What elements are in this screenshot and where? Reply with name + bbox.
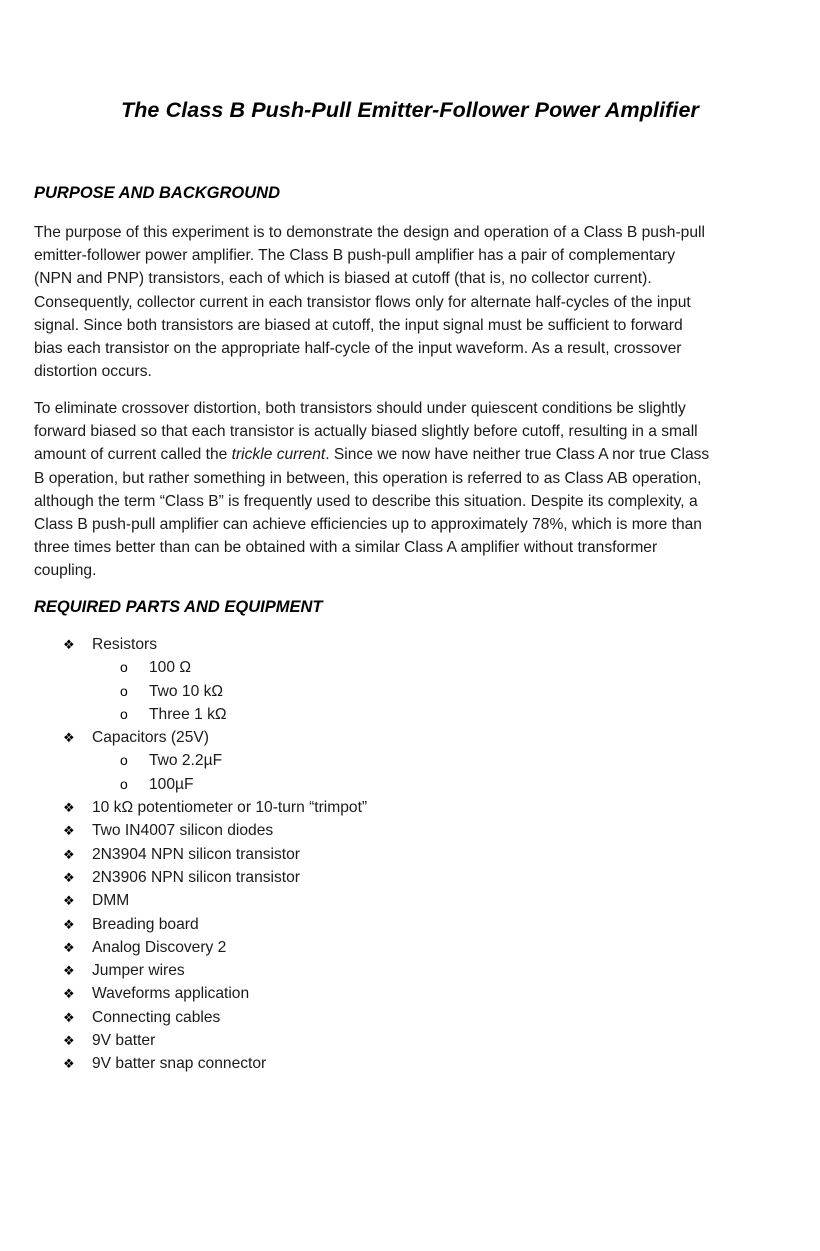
list-item-label: 10 kΩ potentiometer or 10-turn “trimpot” [92,799,368,817]
diamond-bullet-icon: ❖ [63,1056,75,1072]
list-item-label: Two IN4007 silicon diodes [92,822,274,840]
list-item-label: Resistors [92,636,157,653]
paragraph-2-text-b: . Since we now have neither true Class A nor true Class B operation, but rather something in between, this operation is referred to as Class AB operation, although the term “Class B” is frequently used to describe this situation. Despite its complexity, a Class B push-pull amplifier can achieve efficiencies up to approximately 78%, which is more than three times better than can be obtained with a similar Class A amplifier without transformer coupling. [34,446,710,580]
sub-list-item [0,749,820,772]
list-item-label: 100 Ω [149,659,192,677]
list-item-label: Connecting cables [92,1008,221,1026]
page-title: The Class B Push-Pull Emitter-Follower Power Amplifier [120,98,700,122]
paragraph-2-emphasis: trickle current [231,446,326,464]
diamond-bullet-icon: ❖ [63,939,75,955]
list-item [0,866,820,889]
list-item-label: 100µF [149,775,194,793]
list-item [0,959,820,982]
hollow-circle-bullet-icon: o [120,775,128,792]
diamond-bullet-icon: ❖ [63,963,75,979]
list-item [0,982,820,1005]
list-item-label: Waveforms application [92,985,250,1003]
diamond-bullet-icon: ❖ [63,823,75,839]
list-item [0,1052,820,1075]
list-item-label: Capacitors (25V) [92,729,209,747]
list-item [0,913,820,936]
list-item [0,819,820,842]
list-item-label: 2N3904 NPN silicon transistor [92,845,301,863]
list-item-label: 9V batter [92,1032,156,1050]
diamond-bullet-icon: ❖ [63,1033,75,1049]
paragraph-2-text-a: To eliminate crossover distortion, both transistors should under quiescent conditions be slightly forward biased so that each transistor is actually biased slightly before cutoff, resulting in a small amount of current called the [34,400,698,464]
list-item-label: DMM [92,892,130,910]
list-item [0,936,820,959]
diamond-bullet-icon: ❖ [63,730,75,746]
list-item-label: Three 1 kΩ [149,705,227,723]
diamond-bullet-icon: ❖ [63,893,75,909]
parts-list [0,633,820,1076]
list-item-label: Breading board [92,915,199,933]
hollow-circle-bullet-icon: o [120,682,128,699]
list-item-label: Analog Discovery 2 [92,938,227,956]
sub-list-item [0,773,820,796]
list-item [0,1029,820,1052]
list-item-label: Two 10 kΩ [149,682,224,700]
section-heading-purpose: PURPOSE AND BACKGROUND [34,184,280,202]
list-item [0,843,820,866]
list-item [0,633,820,656]
list-item [0,726,820,749]
section-heading-parts: REQUIRED PARTS AND EQUIPMENT [34,598,323,616]
sub-list-item [0,656,820,679]
diamond-bullet-icon: ❖ [63,1009,75,1025]
list-item [0,1006,820,1029]
list-item [0,796,820,819]
sub-list-item [0,680,820,703]
diamond-bullet-icon: ❖ [63,869,75,885]
purpose-paragraph-1: The purpose of this experiment is to demonstrate the design and operation of a Class B push-pull emitter-follower power amplifier. The Class B push-pull amplifier has a pair of complementary (NPN and PNP) transistors, each of which is biased at cutoff (that is, no collector current). Consequently, collector current in each transistor flows only for alternate half-cycles of the input signal. Since both transistors are biased at cutoff, the input signal must be sufficient to forward bias each transistor on the appropriate half-cycle of the input waveform. As a result, crossover distortion occurs. [34,224,705,381]
list-item-label: 2N3906 NPN silicon transistor [92,868,301,886]
purpose-paragraph-2 [34,397,784,583]
list-item-label: 9V batter snap connector [92,1055,267,1073]
hollow-circle-bullet-icon: o [120,705,128,722]
list-item-label: Jumper wires [92,962,185,980]
diamond-bullet-icon: ❖ [63,800,75,816]
hollow-circle-bullet-icon: o [120,752,128,769]
diamond-bullet-icon: ❖ [63,916,75,932]
diamond-bullet-icon: ❖ [63,637,75,652]
hollow-circle-bullet-icon: o [120,659,128,676]
sub-list-item [0,703,820,726]
list-item [0,889,820,912]
diamond-bullet-icon: ❖ [63,986,75,1002]
list-item-label: Two 2.2µF [149,752,223,770]
diamond-bullet-icon: ❖ [63,846,75,862]
